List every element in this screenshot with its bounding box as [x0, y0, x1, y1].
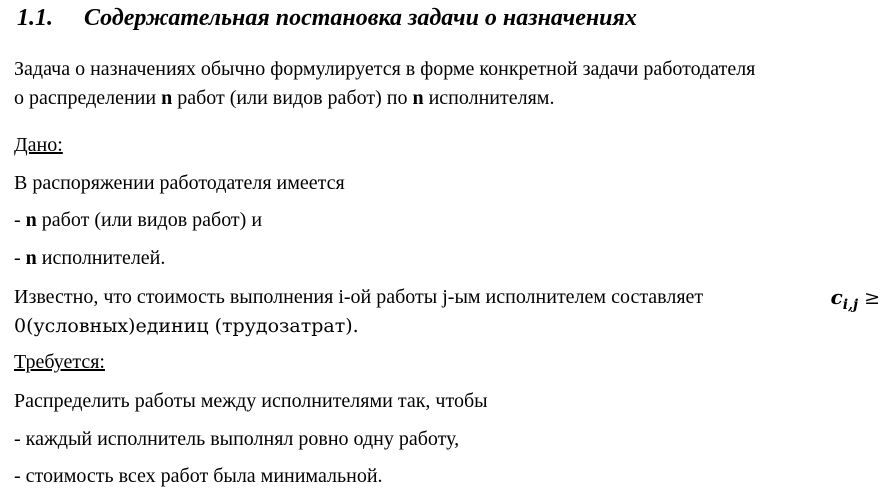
- required-item-1: [14, 427, 459, 451]
- bullet-dash: -: [14, 247, 26, 269]
- given-label: Дано:: [14, 134, 63, 156]
- intro-line-1: [14, 57, 755, 81]
- bullet-dash: -: [14, 209, 26, 231]
- cost-variable-letter: c: [830, 285, 843, 309]
- given-label-line: [14, 133, 63, 157]
- given-item-2: [14, 246, 165, 270]
- required-label: Требуется:: [14, 351, 105, 373]
- intro-text-1: Задача о назначениях обычно формулируется в форме конкретной задачи работодателя: [14, 58, 756, 80]
- cost-line-2: [14, 314, 359, 338]
- required-item-2-text: - стоимость всех работ была минимальной.: [14, 465, 383, 487]
- cost-formula: [830, 285, 880, 313]
- section-heading: [17, 4, 637, 32]
- required-label-line: [14, 350, 105, 374]
- cost-units: (условных)единиц (трудозатрат).: [26, 315, 359, 337]
- cost-text: Известно, что стоимость выполнения i-ой работы j-ым исполнителем составляет: [14, 286, 704, 308]
- required-lead: Распределить работы между исполнителями так, чтобы: [14, 390, 488, 412]
- intro-text-2c: исполнителям.: [423, 87, 555, 109]
- required-item-2: [14, 464, 383, 488]
- given-item-2-text: исполнителей.: [36, 247, 166, 269]
- variable-n: n: [161, 87, 173, 109]
- cost-line-1: [14, 285, 880, 313]
- cost-zero: 0: [14, 315, 27, 337]
- intro-text-2a: о распределении: [14, 87, 162, 109]
- section-title: Содержательная постановка задачи о назначениях: [84, 5, 637, 31]
- given-item-1-text: работ (или видов работ) и: [36, 209, 263, 231]
- cost-variable: [830, 285, 859, 313]
- given-item-1: [14, 208, 262, 232]
- variable-n: n: [412, 87, 424, 109]
- given-lead-line: [14, 171, 345, 195]
- intro-line-2: [14, 86, 554, 110]
- cost-variable-subscript: i,j: [842, 297, 859, 313]
- section-number: 1.1.: [17, 5, 53, 31]
- required-item-1-text: - каждый исполнитель выполнял ровно одну работу,: [14, 428, 460, 450]
- variable-n: n: [25, 209, 37, 231]
- variable-n: n: [25, 247, 37, 269]
- given-lead: В распоряжении работодателя имеется: [14, 172, 345, 194]
- geq-sign: ≥: [858, 287, 880, 309]
- required-lead-line: [14, 389, 488, 413]
- intro-text-2b: работ (или видов работ) по: [172, 87, 413, 109]
